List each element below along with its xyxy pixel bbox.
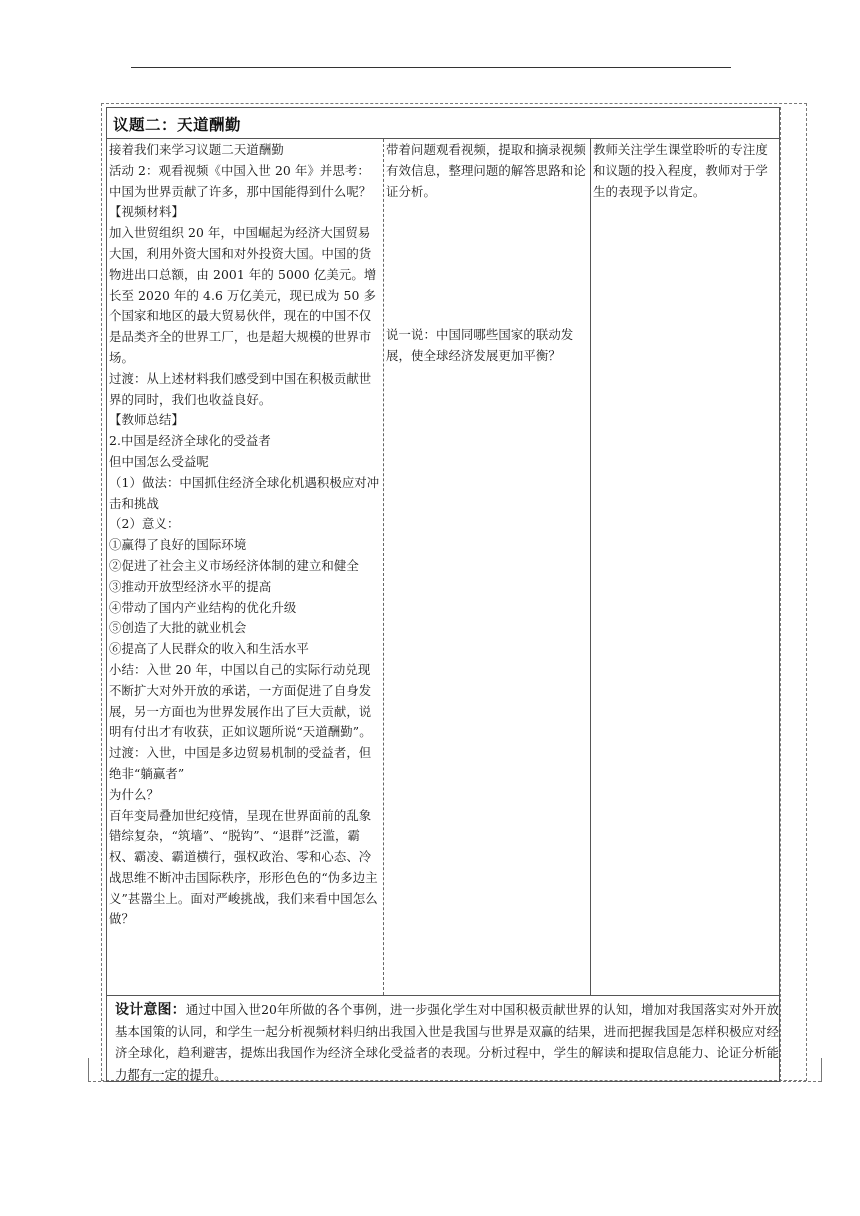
student-activity-text: 带着问题观看视频，提取和摘录视频有效信息，整理问题的解答思路和论证分析。 (386, 142, 586, 199)
discussion-prompt-text: 说一说：中国同哪些国家的联动发展，使全球经济发展更加平衡？ (386, 327, 574, 363)
header-rule (131, 67, 731, 68)
design-intent-label: 设计意图： (115, 1002, 186, 1018)
design-intent-paragraph (115, 999, 779, 1085)
design-intent-text: 通过中国入世20年所做的各个事例，进一步强化学生对中国积极贡献世界的认知，增加对我国落实对外开放基本国策的认同，和学生一起分析视频材料归纳出我国入世是我国与世界是双赢的结果，进而把握我国是怎样积极应对经济全球化，趋利避害，提炼出我国作为经济全球化受益者的表现。分析过程中，学生的解读和提取信息能力、论证分析能力都有一定的提升。 (115, 1002, 779, 1082)
topic-title: 议题二：天道酬勤 (113, 116, 242, 134)
teacher-activity-text: 接着我们来学习议题二天道酬勤 活动 2：观看视频《中国入世 20 年》并思考：中国为世界贡献了许多，那中国能得到什么呢？ 【视频材料】 加入世贸组织 20 年，中国崛起为经济大国贸易大国，利用外资大国和对外投资大国。中国的货物进出口总额，由 2001 年的 5000 亿美元。增长至 2020 年的 4.6 万亿美元，现已成为 50 多个国家和地区的最大贸易伙伴，现在的中国不仅是品类齐全的世界工厂，也是超大规模的世界市场。 过渡：从上述材料我们感受到中国在积极贡献世界的同时，我们也收益良好。 【教师总结】 2.中国是经济全球化的受益者 但中国怎么受益呢 （1）做法：中国抓住经济全球化机遇积极应对冲击和挑战 （2）意义： ①赢得了良好的国际环境 ②促进了社会主义市场经济体制的建立和健全 ③推动开放型经济水平的提高 ④带动了国内产业结构的优化升级 ⑤创造了大批的就业机会 ⑥提高了人民群众的收入和生活水平 小结：入世 20 年，中国以自己的实际行动兑现不断扩大对外开放的承诺，一方面促进了自身发展，另一方面也为世界发展作出了巨大贡献，说明有付出才有收获，正如议题所说“天道酬勤”。 过渡：入世，中国是多边贸易机制的受益者，但绝非“躺赢者” 为什么？ 百年变局叠加世纪疫情，呈现在世界面前的乱象错综复杂，“筑墙”、“脱钩”、“退群”泛滥，霸权、霸凌、霸道横行，强权政治、零和心态、冷战思维不断冲击国际秩序，形形色色的“伪多边主义”甚嚣尘上。面对严峻挑战，我们来看中国怎么做？ (109, 142, 380, 927)
lesson-plan-table (106, 107, 780, 1082)
student-activity-column (384, 139, 591, 995)
design-intent-row (107, 995, 779, 1083)
teacher-activity-column (107, 139, 384, 995)
topic-title-row (107, 108, 779, 139)
assessment-text: 教师关注学生课堂聆听的专注度和议题的投入程度，教师对于学生的表现予以肯定。 (593, 142, 768, 199)
assessment-column (591, 139, 781, 995)
right-margin-stub (821, 1058, 822, 1082)
left-margin-stub (88, 1058, 89, 1082)
